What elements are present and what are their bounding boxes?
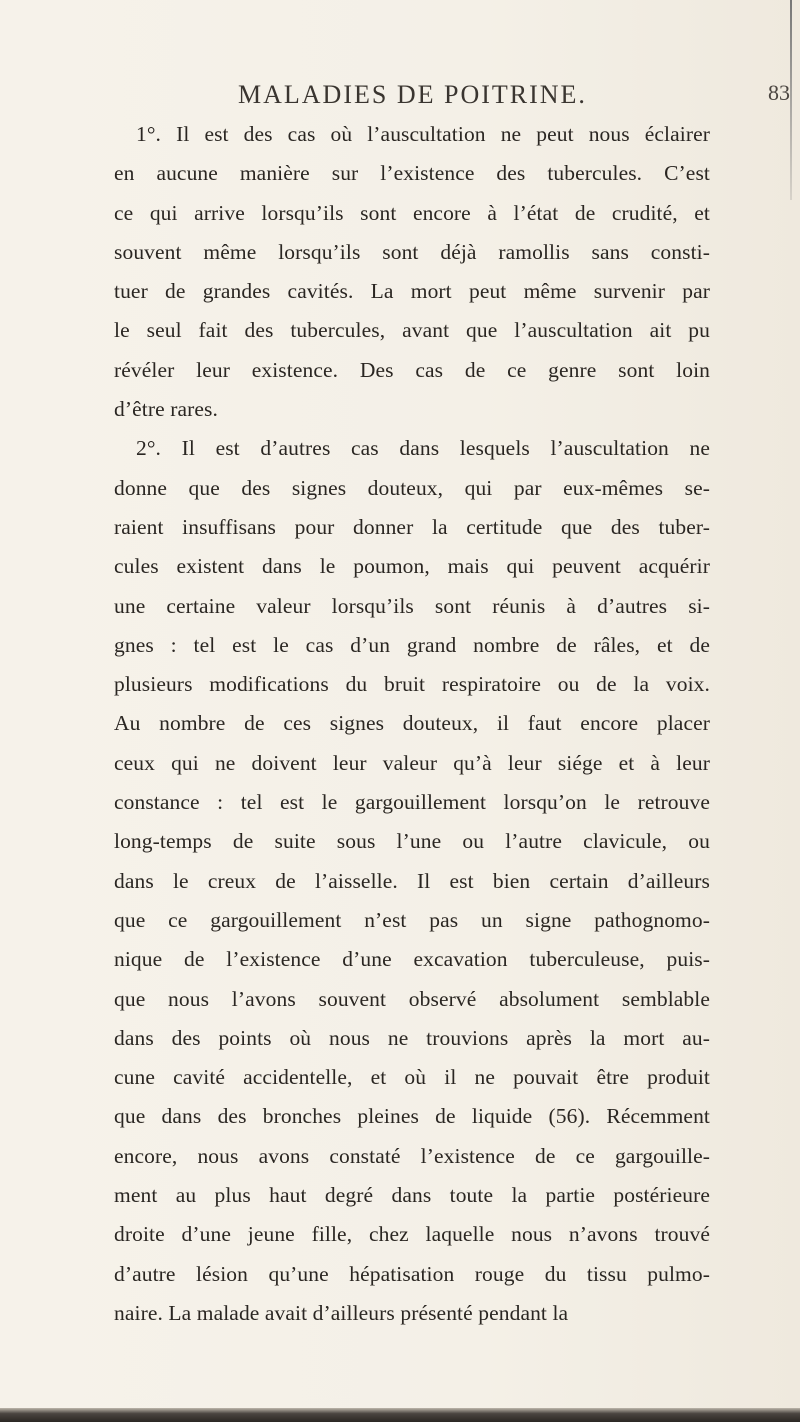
text-line: que dans des bronches pleines de liquide (56). Récemment	[114, 1104, 710, 1129]
text-line: long-temps de suite sous l’une ou l’autre clavicule, ou	[114, 829, 710, 854]
text-line: gnes : tel est le cas d’un grand nombre de râles, et de	[114, 632, 710, 657]
text-line: que ce gargouillement n’est pas un signe pathognomo-	[114, 907, 710, 932]
text-line: souvent même lorsqu’ils sont déjà ramollis sans consti-	[114, 239, 710, 264]
text-line: 1°. Il est des cas où l’auscultation ne peut nous éclairer	[136, 122, 710, 146]
text-line: naire. La malade avait d’ailleurs présenté pendant la	[114, 1300, 569, 1325]
text-line: d’autre lésion qu’une hépatisation rouge du tissu pulmo-	[114, 1261, 710, 1286]
text-line: dans le creux de l’aisselle. Il est bien certain d’ailleurs	[114, 868, 710, 893]
text-line: raient insuffisans pour donner la certitude que des tuber-	[114, 514, 710, 539]
text-line: plusieurs modifications du bruit respiratoire ou de la voix.	[114, 672, 710, 697]
text-line: que nous l’avons souvent observé absolument semblable	[114, 986, 710, 1011]
text-line: cules existent dans le poumon, mais qui peuvent acquérir	[114, 554, 710, 579]
running-title: MALADIES DE POITRINE.	[238, 80, 587, 109]
page-number: 83	[768, 80, 790, 105]
text-line: donne que des signes douteux, qui par eux-mêmes se-	[114, 475, 710, 500]
text-line: d’être rares.	[114, 397, 218, 422]
text-line: ce qui arrive lorsqu’ils sont encore à l’état de crudité, et	[114, 200, 710, 225]
text-line: encore, nous avons constaté l’existence de ce gargouille-	[114, 1143, 710, 1168]
text-line: Au nombre de ces signes douteux, il faut encore placer	[114, 711, 710, 736]
text-line: nique de l’existence d’une excavation tuberculeuse, puis-	[114, 947, 710, 972]
text-line: une certaine valeur lorsqu’ils sont réunis à d’autres si-	[114, 593, 710, 618]
text-line: cune cavité accidentelle, et où il ne pouvait être produit	[114, 1065, 710, 1090]
text-line: 2°. Il est d’autres cas dans lesquels l’auscultation ne	[136, 436, 710, 461]
text-line: tuer de grandes cavités. La mort peut même survenir par	[114, 279, 710, 304]
body-text	[114, 115, 710, 1333]
page-header	[0, 62, 800, 109]
text-line: le seul fait des tubercules, avant que l’auscultation ait pu	[114, 318, 710, 343]
text-line: révéler leur existence. Des cas de ce genre sont loin	[114, 357, 710, 382]
scan-bottom-edge	[0, 1408, 800, 1422]
text-line: dans des points où nous ne trouvions après la mort au-	[114, 1025, 710, 1050]
text-line: constance : tel est le gargouillement lorsqu’on le retrouve	[114, 790, 710, 815]
text-line: ment au plus haut degré dans toute la partie postérieure	[114, 1183, 710, 1208]
text-line: ceux qui ne doivent leur valeur qu’à leur siége et à leur	[114, 750, 710, 775]
text-line: en aucune manière sur l’existence des tubercules. C’est	[114, 161, 710, 186]
text-line: droite d’une jeune fille, chez laquelle nous n’avons trouvé	[114, 1222, 710, 1247]
